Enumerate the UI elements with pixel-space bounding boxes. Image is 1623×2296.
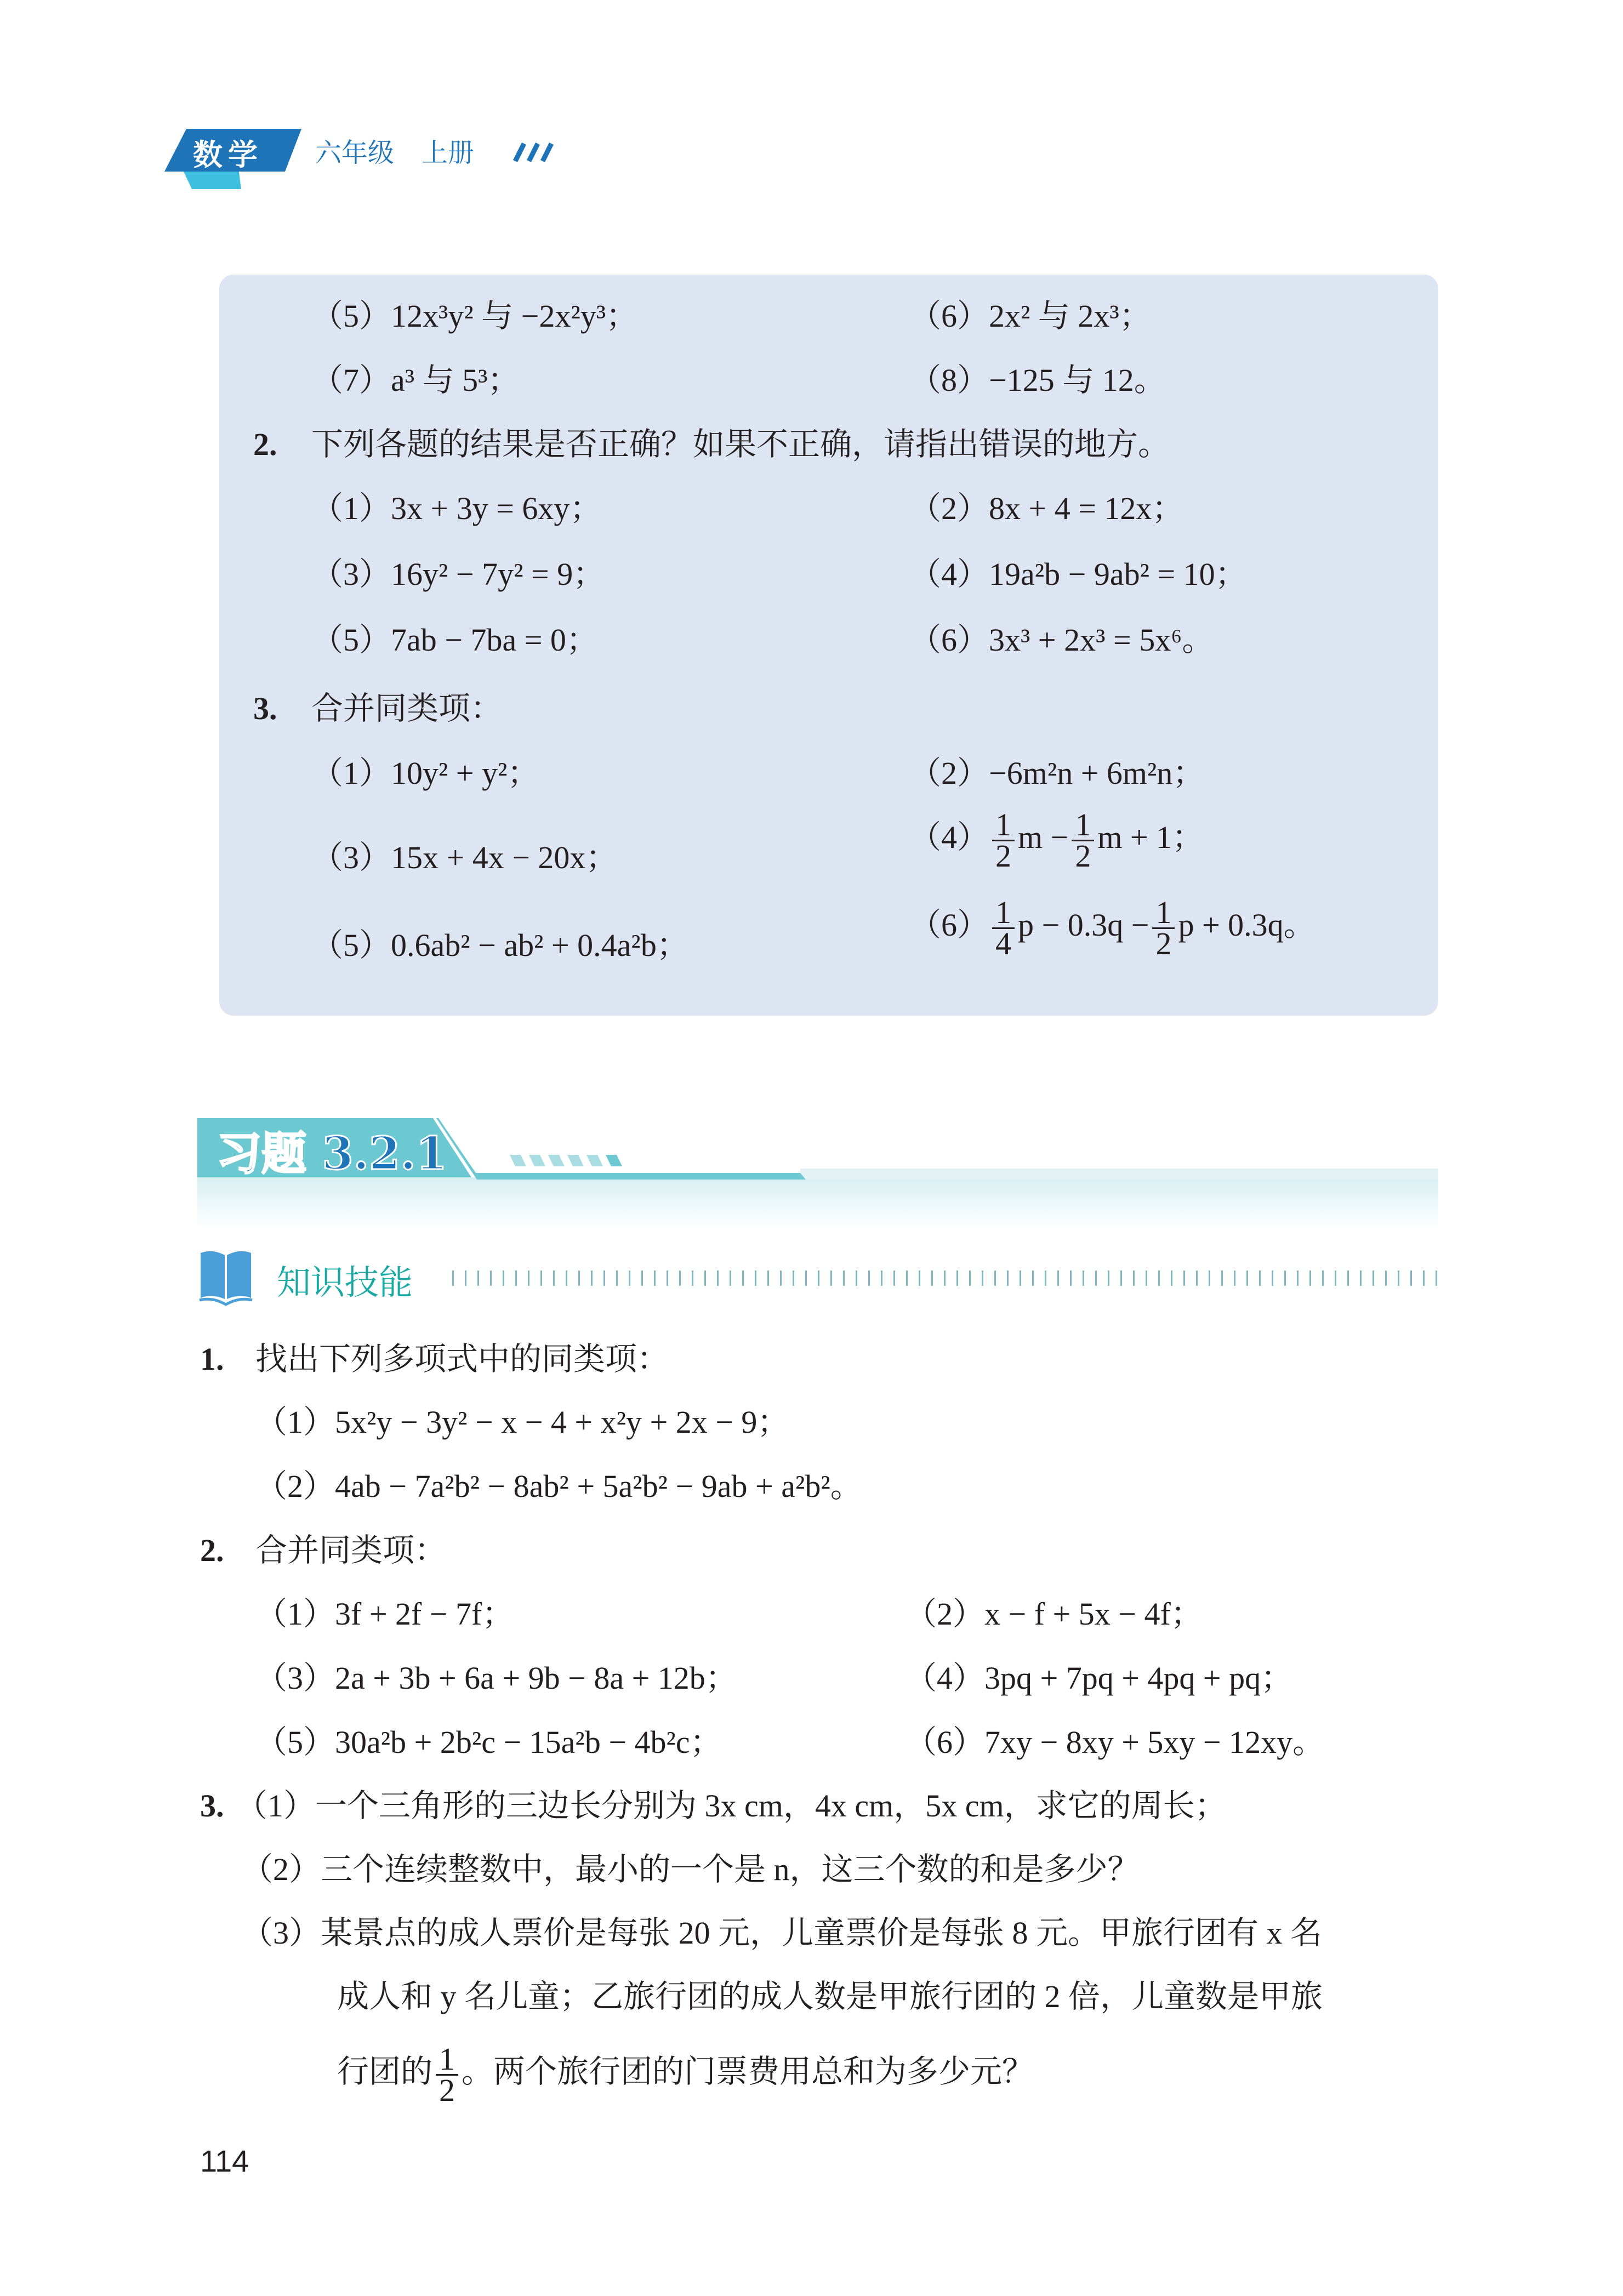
expr: 。两个旅行团的门票费用总和为多少元？ [462, 2053, 1034, 2089]
slash-decoration-icon [504, 141, 554, 163]
fraction [1072, 807, 1094, 874]
section-title: 知识技能 [277, 1262, 413, 1302]
numerator: 1 [992, 810, 1015, 841]
exercise-item: （2）三个连续整数中，最小的一个是 n，这三个数的和是多少？ [241, 1851, 1140, 1887]
exercise-item: 成人和 y 名儿童；乙旅行团的成人数是甲旅行团的 2 倍，儿童数是甲旅 [337, 1979, 1323, 2014]
exercise-title: 习题 3.2.1 [217, 1127, 447, 1180]
box-item: （1）10y² + y²； [311, 755, 539, 791]
numerator: 1 [1152, 898, 1175, 929]
expr: p − 0.3q − [1018, 907, 1149, 943]
denominator: 2 [995, 838, 1012, 874]
question-text: 合并同类项： [311, 691, 503, 726]
question-number: 3. [253, 691, 277, 726]
box-item: （5）12x³y² 与 −2x²y³； [311, 298, 638, 334]
question-text: 下列各题的结果是否正确？如果不正确，请指出错误的地方。 [311, 426, 1170, 462]
question-number: 2. [200, 1532, 224, 1568]
denominator: 2 [1075, 838, 1091, 874]
box-item: （8）−125 与 12。 [909, 362, 1166, 398]
expr: p + 0.3q。 [1178, 907, 1316, 943]
page-number: 114 [200, 2144, 249, 2178]
volume: 上册 [422, 138, 475, 168]
question-text: 合并同类项： [255, 1532, 447, 1568]
numerator: 1 [992, 898, 1015, 929]
box-item-fraction [909, 895, 1316, 961]
numerator: 1 [1072, 810, 1094, 841]
expr: 行团的 [337, 2053, 433, 2089]
box-item-fraction [909, 807, 1204, 874]
fraction [1152, 895, 1175, 961]
exercise-item: （4）3pq + 7pq + 4pq + pq； [905, 1660, 1293, 1696]
box-item: （4）19a²b − 9ab² = 10； [909, 556, 1247, 592]
expr: m + 1； [1097, 819, 1204, 855]
box-item: （1）3x + 3y = 6xy； [311, 491, 602, 526]
exercise-item-fraction [337, 2041, 1034, 2108]
item-label: （4） [909, 819, 989, 855]
exercise-item: （1）3f + 2f − 7f； [255, 1596, 514, 1632]
numerator: 1 [436, 2044, 458, 2076]
exercise-item: （1）5x²y − 3y² − x − 4 + x²y + 2x − 9； [255, 1404, 789, 1440]
question-number: 1. [200, 1341, 224, 1377]
box-item: （6）3x³ + 2x³ = 5x⁶。 [909, 622, 1214, 658]
book-icon [198, 1249, 253, 1306]
exercise-item: （2）x − f + 5x − 4f； [905, 1596, 1203, 1632]
denominator: 2 [439, 2072, 455, 2108]
box-item: （5）7ab − 7ba = 0； [311, 622, 598, 658]
exercise-item: （1）一个三角形的三边长分别为 3x cm，4x cm，5x cm，求它的周长； [236, 1788, 1227, 1824]
exercise-item: （5）30a²b + 2b²c − 15a²b − 4b²c； [255, 1724, 722, 1760]
exercise-item: （3）某景点的成人票价是每张 20 元，儿童票价是每张 8 元。甲旅行团有 x 名 [241, 1915, 1323, 1951]
exercise-item: （3）2a + 3b + 6a + 9b − 8a + 12b； [255, 1660, 737, 1696]
exercise-item: （2）4ab − 7a²b² − 8ab² + 5a²b² − 9ab + a²b²。 [255, 1468, 862, 1504]
grade: 六年级 [315, 138, 395, 168]
grade-label [315, 132, 474, 169]
box-item: （5）0.6ab² − ab² + 0.4a²b； [311, 927, 688, 963]
exercise-item: （6）7xy − 8xy + 5xy − 12xy。 [905, 1724, 1325, 1760]
box-item: （6）2x² 与 2x³； [909, 298, 1151, 334]
box-item: （3）15x + 4x − 20x； [311, 840, 618, 875]
denominator: 4 [995, 926, 1012, 961]
box-item: （7）a³ 与 5³； [311, 362, 520, 398]
subject-label: 数学 [193, 138, 263, 172]
fraction [992, 895, 1015, 961]
fraction [992, 807, 1015, 874]
item-label: （6） [909, 907, 989, 943]
dotted-divider [452, 1271, 1439, 1286]
fraction [436, 2041, 458, 2108]
box-item: （2）8x + 4 = 12x； [909, 491, 1184, 526]
question-number: 2. [253, 426, 277, 462]
question-number: 3. [200, 1788, 224, 1824]
box-item: （2）−6m²n + 6m²n； [909, 755, 1205, 791]
box-item: （3）16y² − 7y² = 9； [311, 556, 605, 592]
denominator: 2 [1155, 926, 1172, 961]
question-text: 找出下列多项式中的同类项： [255, 1341, 669, 1377]
expr: m − [1018, 819, 1069, 855]
